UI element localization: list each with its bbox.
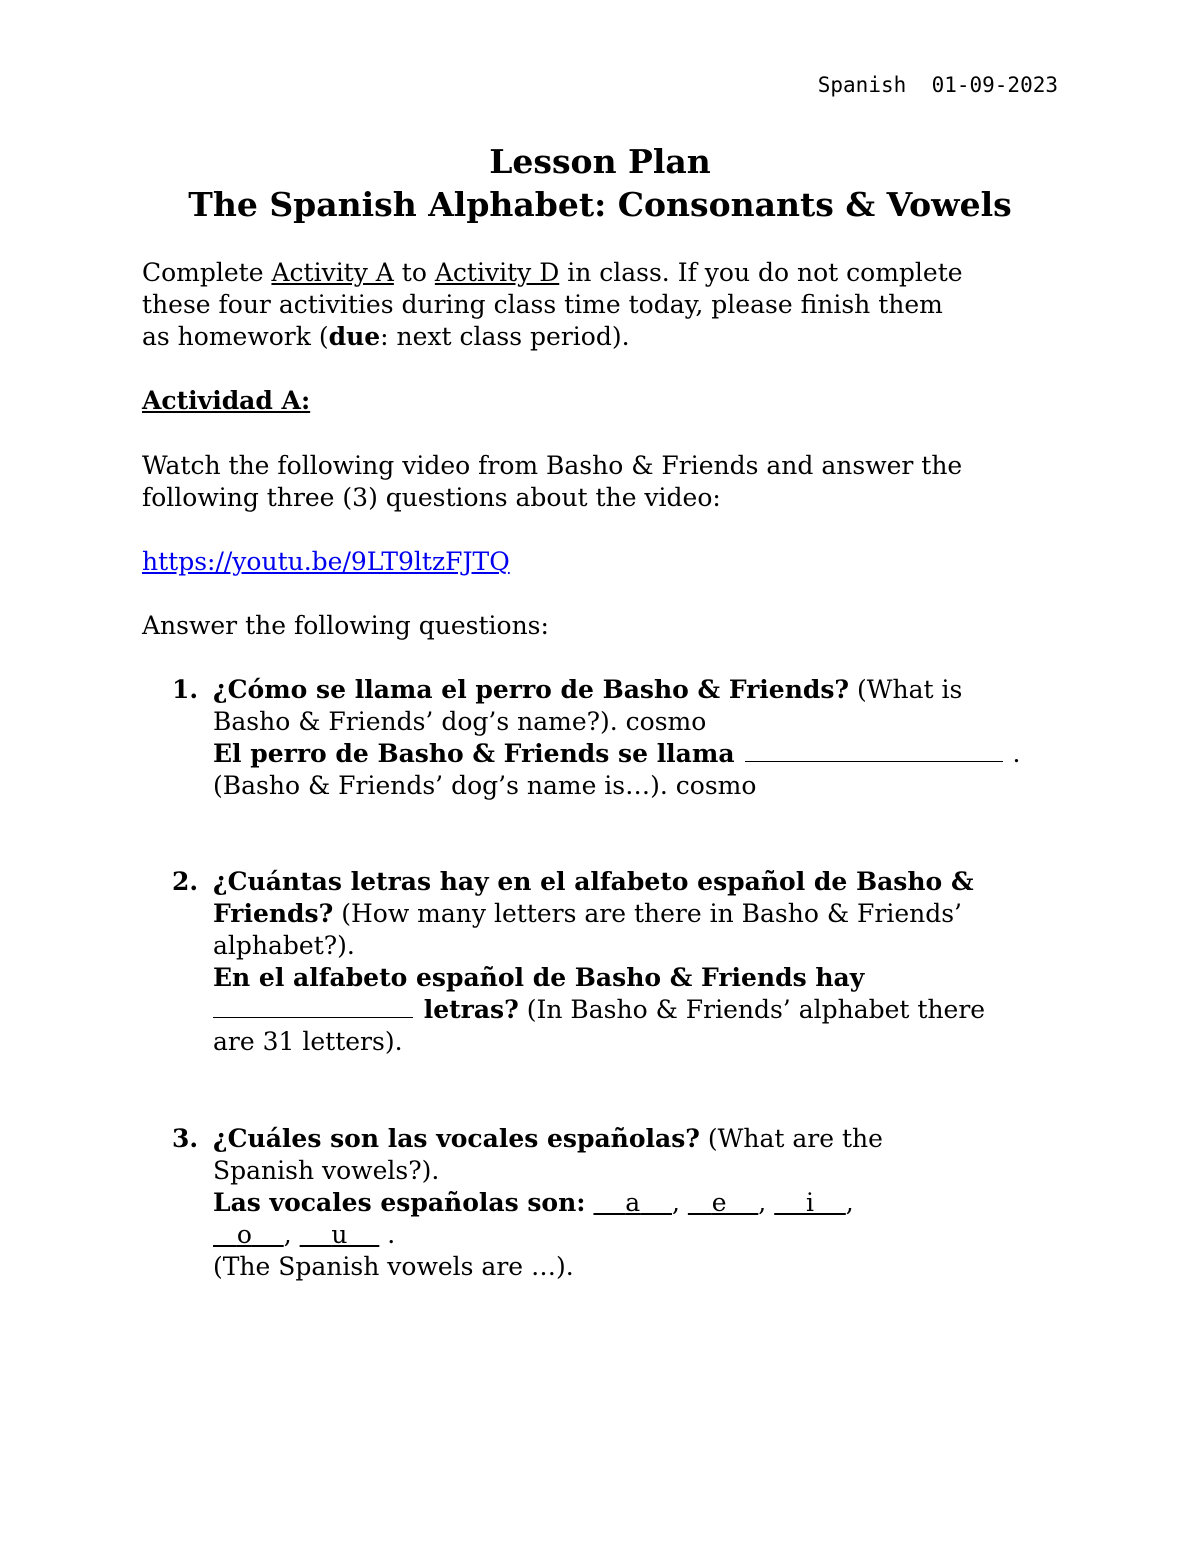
answer-intro: Answer the following questions: <box>142 611 549 640</box>
vowel-u-blank[interactable]: u <box>331 1220 348 1249</box>
intro-line-3: as homework (due: next class period). <box>142 322 630 351</box>
activity-d-ref: Activity D <box>434 258 560 287</box>
activity-a-ref: Activity A <box>271 258 394 287</box>
question-1-line-2: Basho & Friends’ dog’s name?). cosmo <box>213 707 707 736</box>
video-link[interactable]: https://youtu.be/9LT9ltzFJTQ <box>142 547 510 576</box>
question-1-translation: (Basho & Friends’ dog’s name is…). cosmo <box>213 771 757 800</box>
question-3-number: 3. <box>172 1124 199 1153</box>
question-3-answer-line-2: o , u . <box>213 1219 395 1251</box>
question-2-line-3: alphabet?). <box>213 931 355 960</box>
intro-line-2: these four activities during class time today, please finish them <box>142 290 943 319</box>
answer-2-blank[interactable] <box>213 1017 413 1018</box>
vowel-a-blank[interactable]: a <box>625 1188 641 1217</box>
question-2-answer-line-1: En el alfabeto español de Basho & Friends hay <box>213 963 865 992</box>
vowel-i-blank[interactable]: i <box>806 1188 814 1217</box>
question-1-answer-line: El perro de Basho & Friends se llama . <box>213 739 1021 768</box>
answer-1-blank[interactable] <box>745 761 1003 762</box>
vowel-o-blank[interactable]: o <box>236 1220 252 1249</box>
question-2-line-1: ¿Cuántas letras hay en el alfabeto español de Basho & <box>213 867 974 896</box>
header-date: 01-09-2023 <box>931 73 1058 97</box>
question-3-line-1: ¿Cuáles son las vocales españolas? (What are the <box>213 1124 883 1153</box>
question-2-translation: are 31 letters). <box>213 1027 403 1056</box>
page-subtitle: The Spanish Alphabet: Consonants & Vowels <box>188 185 1012 224</box>
question-1-number: 1. <box>172 675 199 704</box>
question-3-translation: (The Spanish vowels are …). <box>213 1252 574 1281</box>
vowel-e-blank[interactable]: e <box>711 1188 727 1217</box>
question-2-line-2: Friends? (How many letters are there in Basho & Friends’ <box>213 899 963 928</box>
video-link-container <box>142 546 510 578</box>
header-course: Spanish <box>817 73 907 97</box>
due-label: due <box>328 322 381 351</box>
document-header <box>818 70 1058 100</box>
question-1-line-1: ¿Cómo se llama el perro de Basho & Friends? (What is <box>213 675 963 704</box>
watch-line-2: following three (3) questions about the video: <box>142 483 721 512</box>
question-2-answer-line-2: letras? (In Basho & Friends’ alphabet there <box>213 994 985 1026</box>
question-3-answer-line-1: Las vocales españolas son: a , e , i , <box>213 1188 854 1217</box>
page-title: Lesson Plan <box>489 142 711 181</box>
watch-line-1: Watch the following video from Basho & Friends and answer the <box>142 451 963 480</box>
question-2-number: 2. <box>172 867 199 896</box>
intro-line-1: Complete Activity A to Activity D in class. If you do not complete <box>142 258 963 287</box>
question-3-line-2: Spanish vowels?). <box>213 1156 440 1185</box>
section-heading: Actividad A: <box>142 386 311 415</box>
